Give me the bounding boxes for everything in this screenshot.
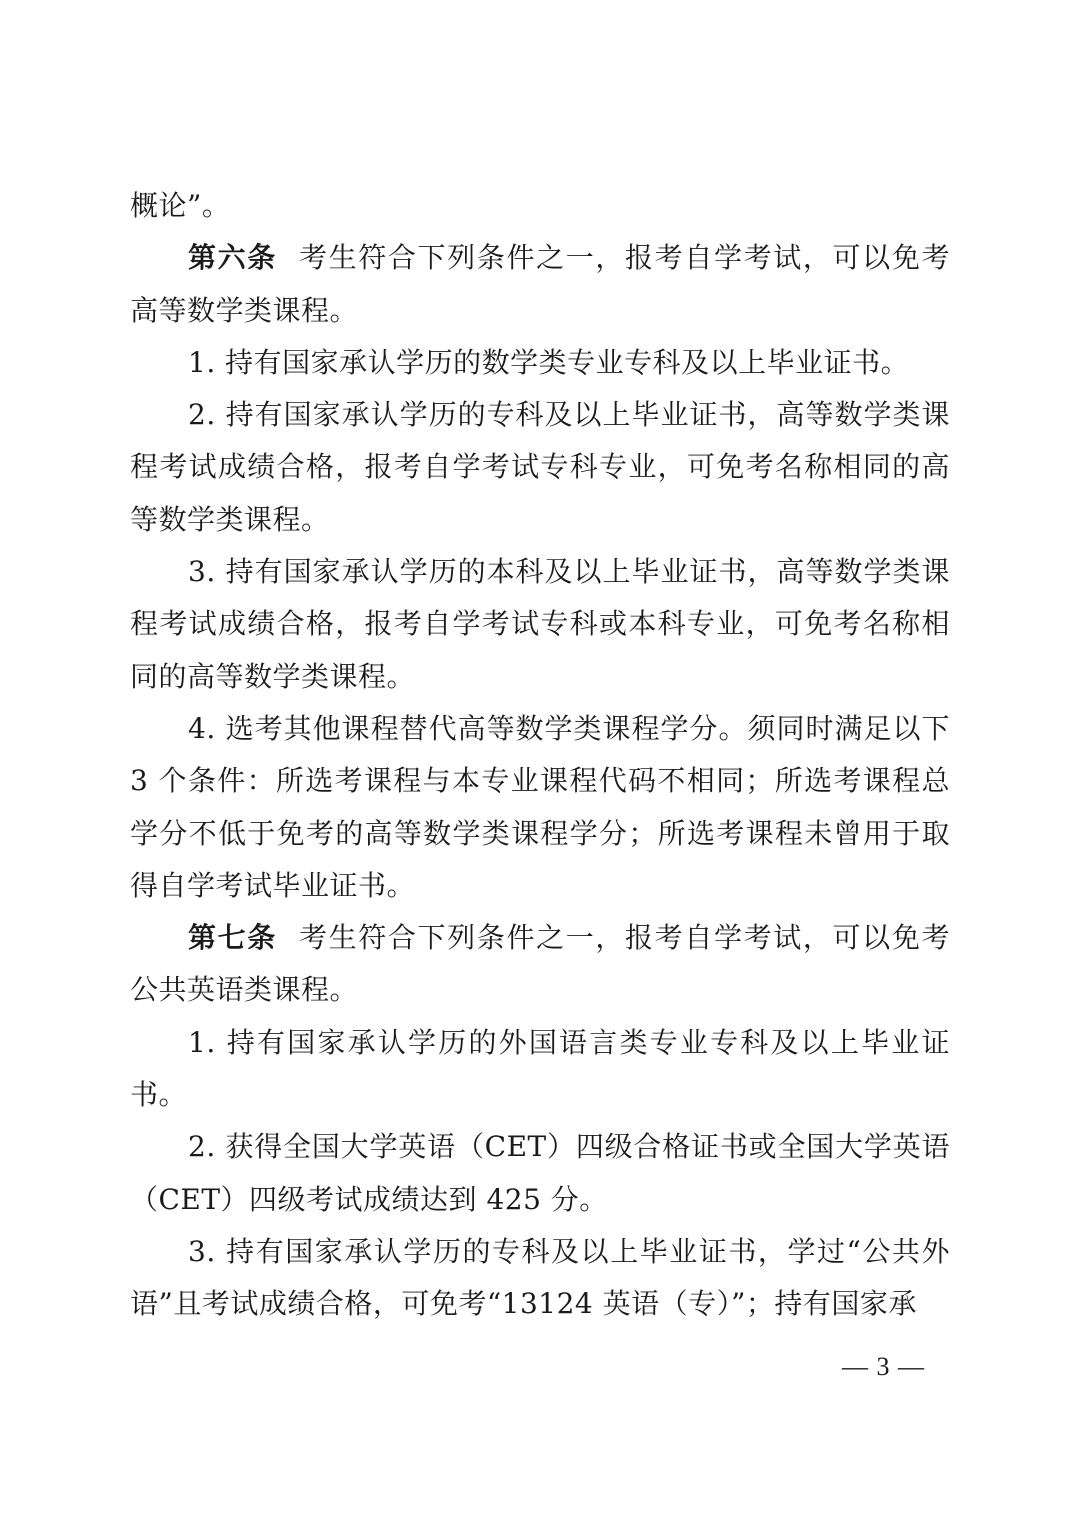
article-number: 第六条 bbox=[188, 241, 277, 275]
paragraph-text: 2. 获得全国大学英语（CET）四级合格证书或全国大学英语（CET）四级考试成绩达到 425 分。 bbox=[130, 1130, 950, 1216]
paragraph-text: 1. 持有国家承认学历的数学类专业专科及以上毕业证书。 bbox=[188, 345, 910, 379]
article-number: 第七条 bbox=[188, 921, 277, 955]
article-6-item-4 bbox=[130, 703, 950, 912]
document-page bbox=[130, 180, 950, 1331]
paragraph-text: 概论”。 bbox=[130, 189, 231, 222]
article-7-item-2 bbox=[130, 1121, 950, 1226]
paragraph-text: 2. 持有国家承认学历的专科及以上毕业证书，高等数学类课程考试成绩合格，报考自学考试专科专业，可免考名称相同的高等数学类课程。 bbox=[130, 398, 950, 536]
paragraph-text: 3. 持有国家承认学历的专科及以上毕业证书，学过“公共外语”且考试成绩合格，可免考“13124 英语（专）”；持有国家承 bbox=[130, 1234, 950, 1321]
page-number: — 3 — bbox=[842, 1352, 925, 1381]
article-6-item-2 bbox=[130, 389, 950, 546]
paragraph-text: 考生符合下列条件之一，报考自学考试，可以免考公共英语类课程。 bbox=[130, 921, 950, 1007]
article-7-heading-paragraph bbox=[130, 912, 950, 1017]
paragraph-text: 考生符合下列条件之一，报考自学考试，可以免考高等数学类课程。 bbox=[130, 241, 950, 327]
paragraph-text: 3. 持有国家承认学历的本科及以上毕业证书，高等数学类课程考试成绩合格，报考自学考试专科或本科专业，可免考名称相同的高等数学类课程。 bbox=[130, 555, 950, 693]
paragraph-text: 4. 选考其他课程替代高等数学类课程学分。须同时满足以下 3 个条件：所选考课程与本专业课程代码不相同；所选考课程总学分不低于免考的高等数学类课程学分；所选考课程未曾用于取得自学考试毕业证书。 bbox=[130, 711, 950, 902]
paragraph-continuation bbox=[130, 180, 950, 232]
article-6-heading-paragraph bbox=[130, 232, 950, 337]
article-6-item-3 bbox=[130, 546, 950, 703]
article-6-item-1 bbox=[130, 337, 950, 389]
article-7-item-1 bbox=[130, 1017, 950, 1122]
paragraph-text: 1. 持有国家承认学历的外国语言类专业专科及以上毕业证书。 bbox=[130, 1025, 950, 1112]
article-7-item-3 bbox=[130, 1226, 950, 1331]
